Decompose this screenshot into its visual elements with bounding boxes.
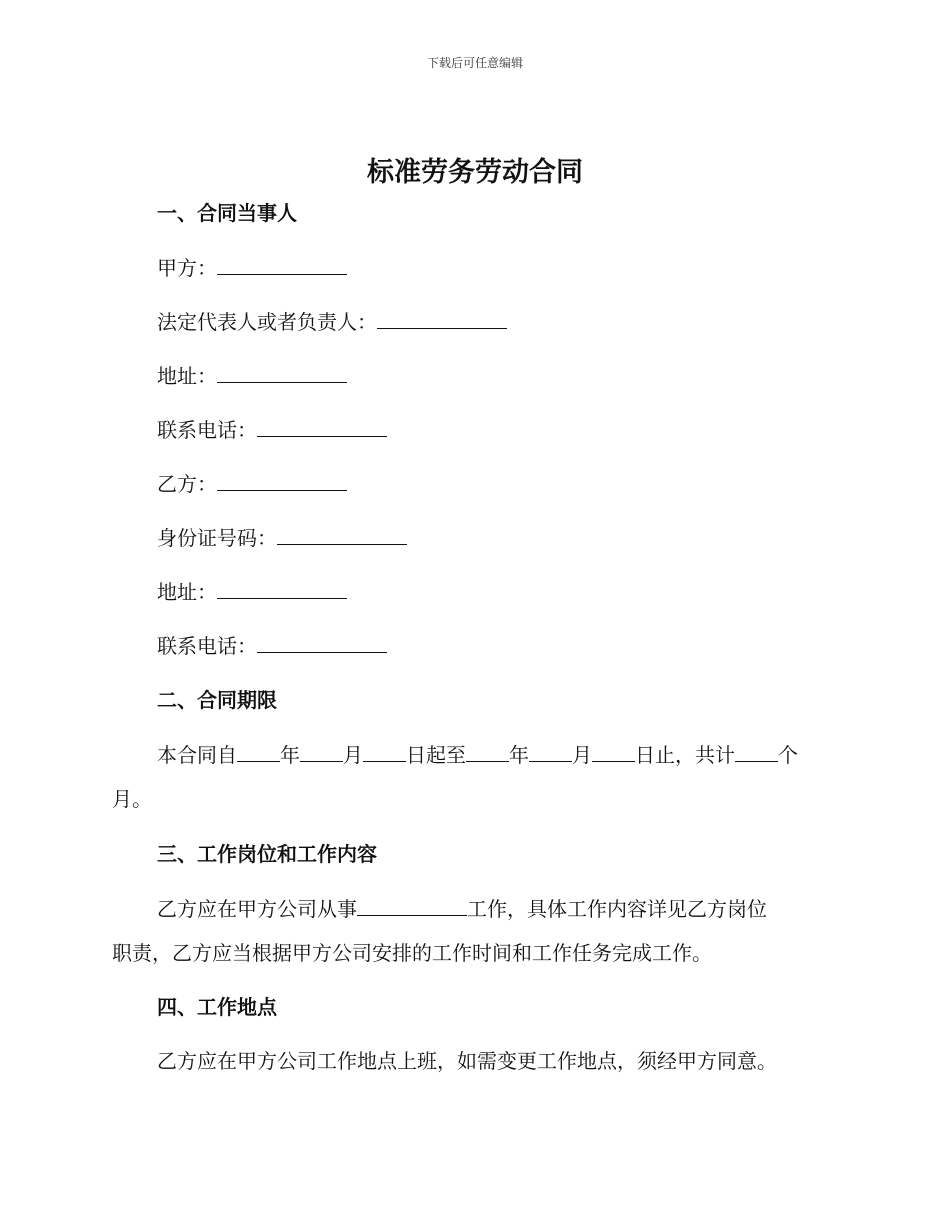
id-number-line: [157, 524, 407, 551]
address-b-label: 地址：: [157, 580, 217, 604]
position-text-start: 乙方应在甲方公司从事: [157, 897, 357, 921]
term-day1: 日起至: [406, 743, 466, 767]
address-b-blank: [217, 578, 347, 599]
end-year-blank: [466, 741, 509, 762]
phone-a-line: [157, 416, 387, 443]
section-heading-term: 二、合同期限: [157, 688, 277, 712]
term-day2: 日止，共计: [635, 743, 735, 767]
term-paragraph-line1: [157, 741, 798, 768]
legal-rep-blank: [377, 308, 507, 329]
id-number-label: 身份证号码：: [157, 526, 277, 550]
end-month-blank: [529, 741, 572, 762]
address-b-line: [157, 578, 347, 605]
address-a-label: 地址：: [157, 364, 217, 388]
id-number-blank: [277, 524, 407, 545]
term-month2: 月: [572, 743, 592, 767]
party-b-line: [157, 470, 347, 497]
term-text-start: 本合同自: [157, 743, 237, 767]
term-unit: 个: [778, 743, 798, 767]
start-year-blank: [237, 741, 280, 762]
total-months-blank: [735, 741, 778, 762]
position-text-end: 工作，具体工作内容详见乙方岗位: [467, 897, 767, 921]
section-heading-parties: 一、合同当事人: [157, 201, 297, 225]
phone-a-label: 联系电话：: [157, 418, 257, 442]
start-day-blank: [363, 741, 406, 762]
start-month-blank: [300, 741, 343, 762]
term-paragraph-line2: 月。: [112, 787, 152, 811]
section-heading-location: 四、工作地点: [157, 995, 277, 1019]
section-heading-position: 三、工作岗位和工作内容: [157, 842, 377, 866]
phone-b-blank: [257, 632, 387, 653]
position-paragraph-line1: [157, 895, 767, 922]
address-a-blank: [217, 362, 347, 383]
party-a-line: [157, 254, 347, 281]
address-a-line: [157, 362, 347, 389]
document-title: 标准劳务劳动合同: [367, 157, 583, 188]
term-month1: 月: [343, 743, 363, 767]
job-title-blank: [357, 895, 467, 916]
phone-a-blank: [257, 416, 387, 437]
phone-b-label: 联系电话：: [157, 634, 257, 658]
location-paragraph: 乙方应在甲方公司工作地点上班，如需变更工作地点，须经甲方同意。: [157, 1049, 777, 1073]
position-paragraph-line2: 职责，乙方应当根据甲方公司安排的工作时间和工作任务完成工作。: [112, 941, 712, 965]
party-a-blank: [217, 254, 347, 275]
party-a-label: 甲方：: [157, 256, 217, 280]
phone-b-line: [157, 632, 387, 659]
legal-rep-label: 法定代表人或者负责人：: [157, 310, 377, 334]
party-b-blank: [217, 470, 347, 491]
term-year2: 年: [509, 743, 529, 767]
term-year1: 年: [280, 743, 300, 767]
page-header: 下载后可任意编辑: [426, 56, 523, 70]
end-day-blank: [592, 741, 635, 762]
party-b-label: 乙方：: [157, 472, 217, 496]
legal-rep-line: [157, 308, 507, 335]
